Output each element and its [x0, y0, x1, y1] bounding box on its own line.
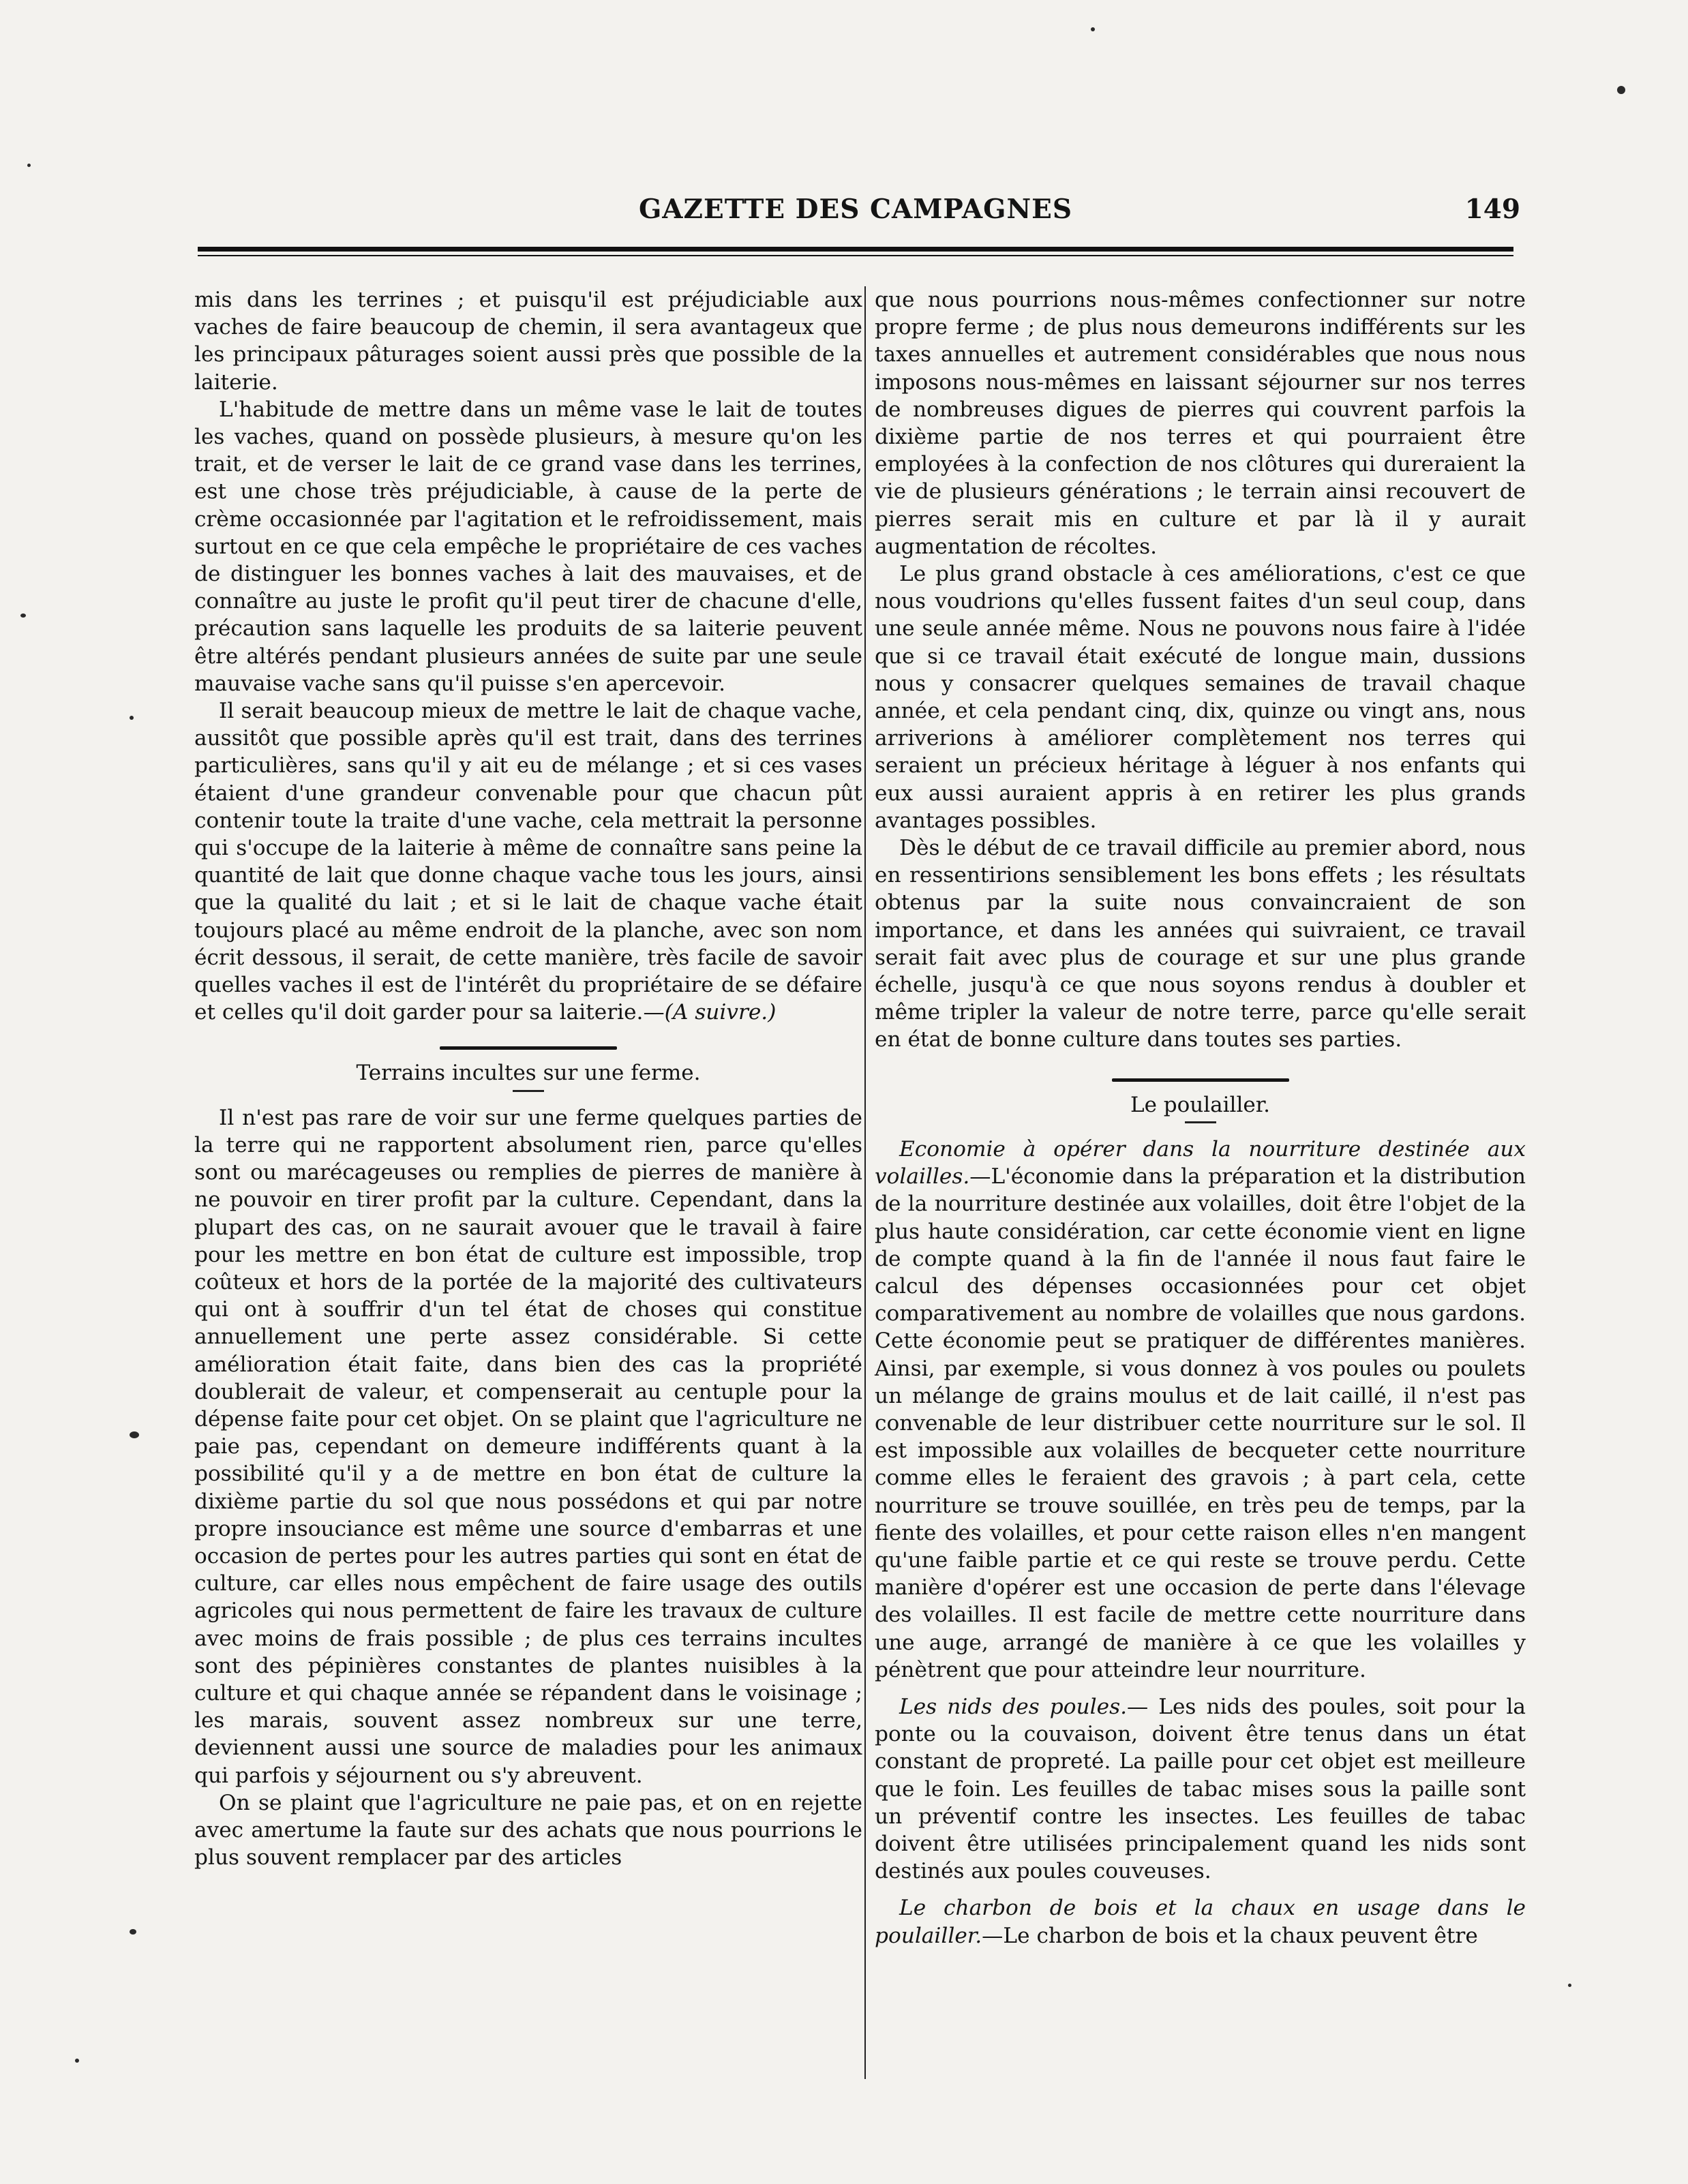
section-title: Le poulailler. — [1130, 1092, 1270, 1117]
right-column — [875, 286, 1526, 1950]
a-suivre: (A suivre.) — [664, 1000, 777, 1025]
paragraph-text: Il serait beaucoup mieux de mettre le lait de chaque vache, aussitôt que possible après qu'il est trait, dans des terrines particulières, sans qu'il y ait eu de mélange ; et si ces vases étaient d'une grandeur convenable pour que chacun pût contenir toute la traite d'une vache, cela mettrait la personne qui s'occupe de la laiterie à même de connaître sans peine la quantité de lait que donne chaque vache tous les jours, ainsi que la qualité du lait ; et si le lait de chaque vache était toujours placé au même endroit de la planche, avec son nom écrit dessous, il serait, de cette manière, très facile de savoir quelles vaches il est de l'intérêt du propriétaire de se défaire et celles qu'il doit garder pour sa laiterie.— — [194, 699, 862, 1025]
paragraph: Le plus grand obstacle à ces améliorations, c'est ce que nous voudrions qu'elles fussent faites d'un seul coup, dans une seule année même. Nous ne pouvons nous faire à l'idée que si ce travail était exécuté de longue main, dussions nous y consacrer quelques semaines de travail chaque année, et cela pendant cinq, dix, quinze ou vingt ans, nous arriverions à améliorer complètement nos terres qui seraient un précieux héritage à léguer à nos enfants qui eux aussi auraient appris à en retirer les plus grands avantages possibles. — [875, 562, 1526, 833]
subheading: Economie à opérer dans la nourriture destinée aux volailles. — [875, 1136, 1526, 1189]
paragraph: Dès le début de ce travail difficile au premier abord, nous en ressentirions sensiblement les bons effets ; les résultats obtenus par la suite nous convaincraient de son importance, et dans les années qui suivraient, ce travail serait fait avec plus de courage et sur une plus grande échelle, jusqu'à ce que nous soyons rendus à doubler et même tripler la valeur de notre terre, parce qu'elle serait en état de bonne culture dans toutes ses parties. — [875, 836, 1526, 1052]
paragraph — [875, 1693, 1526, 1885]
section-rule — [440, 1046, 617, 1050]
paragraph: On se plaint que l'agriculture ne paie pas, et on en rejette avec amertume la faute sur des achats que nous pourrions le plus souvent remplacer par des articles — [194, 1790, 862, 1870]
paragraph — [875, 1136, 1526, 1684]
scan-speckle — [130, 1431, 139, 1438]
scan-speckle — [130, 1929, 136, 1935]
left-column — [194, 286, 862, 1871]
scan-speckle — [75, 2059, 79, 2063]
paragraph: Il n'est pas rare de voir sur une ferme quelques parties de la terre qui ne rapportent absolument rien, parce qu'elles sont ou marécageuses ou remplies de pierres de manière à ne pouvoir en tirer profit par la culture. Cependant, dans la plupart des cas, on ne saurait avouer que le travail à faire pour les mettre en bon état de culture est impossible, trop coûteux et hors de la portée de la majorité des cultivateurs qui ont à souffrir d'un tel état de choses qui constitue annuellement une perte assez considérable. Si cette amélioration était faite, dans bien des cas la propriété doublerait de valeur, et compenserait au centuple pour la dépense faite pour cet objet. On se plaint que l'agriculture ne paie pas, cependant on demeure indifférents quant à la possibilité qu'il y a de mettre en bon état de culture la dixième partie du sol que nous possédons et qui par notre propre insouciance est même une source d'embarras et une occasion de pertes pour les autres parties qui sont en état de culture, car elles nous empêchent de faire usage des outils agricoles qui nous permettent de faire les travaux de culture avec moins de frais possible ; de plus ces terrains incultes sont des pépinières constantes de plantes nuisibles à la culture et qui chaque année se répandent dans le voisinage ; les marais, souvent assez nombreux sur une terre, deviennent aussi une source de maladies pour les animaux qui parfois y séjournent ou s'y abreuvent. — [194, 1105, 862, 1788]
column-divider — [864, 286, 866, 2079]
paragraph: mis dans les terrines ; et puisqu'il est préjudiciable aux vaches de faire beaucoup de chemin, il sera avantageux que les principaux pâturages soient aussi près que possible de la laiterie. — [194, 288, 862, 395]
scan-speckle — [27, 164, 31, 167]
header-rule — [198, 247, 1513, 252]
subheading: Le charbon de bois et la chaux en usage dans le poulailler. — [875, 1896, 1526, 1948]
title-dash — [1185, 1121, 1216, 1123]
scan-speckle — [1617, 86, 1625, 94]
title-dash — [513, 1090, 544, 1092]
paragraph — [875, 1894, 1526, 1949]
page-header — [191, 194, 1520, 234]
scan-speckle — [1568, 1984, 1571, 1987]
paragraph: L'habitude de mettre dans un même vase le lait de toutes les vaches, quand on possède plusieurs, à mesure qu'on les trait, et de verser le lait de ce grand vase dans les terrines, est une chose très préjudiciable, à cause de la perte de crème occasionnée par l'agitation et le refroidissement, mais surtout en ce que cela empêche le propriétaire de ces vaches de distinguer les bonnes vaches à lait des mauvaises, et de connaître au juste le profit qu'il peut tirer de chacune d'elle, précaution sans laquelle les produits de sa laiterie peuvent être altérés pendant plusieurs années de suite par une seule mauvaise vache sans qu'il puisse s'en apercevoir. — [194, 397, 862, 696]
paragraph — [194, 697, 862, 1026]
section-rule — [1112, 1078, 1289, 1082]
page-number: 149 — [1464, 194, 1520, 225]
scan-speckle — [130, 716, 134, 720]
paragraph-text: — Les nids des poules, soit pour la ponte ou la couvaison, doivent être tenus dans un état constant de propreté. La paille pour cet objet est meilleure que le foin. Les feuilles de tabac mises sous la paille sont un préventif contre les insectes. Les feuilles de tabac doivent être utilisées principalement quand les nids sont destinés aux poules couveuses. — [875, 1694, 1526, 1884]
paragraph-text: —L'économie dans la préparation et la distribution de la nourriture destinée aux volailles, doit être l'objet de la plus haute considération, car cette économie vient en ligne de compte quand à la fin de l'année il nous faut faire le calcul des dépenses occasionnées pour cet objet comparativement au nombre de volailles que nous gardons. Cette économie peut se pratiquer de différentes manières. Ainsi, par exemple, si vous donnez à vos poules ou poulets un mélange de grains moulus et de lait caillé, il n'est pas convenable de leur distribuer cette nourriture sur le sol. Il est impossible aux volailles de becqueter cette nourriture comme elles le feraient des gravois ; à part cela, cette nourriture se trouve souillée, en très peu de temps, par la fiente des volailles, et pour cette raison elles n'en mangent qu'une faible partie et ce qui reste se trouve perdu. Cette manière d'opérer est une occasion de perte dans l'élevage des volailles. Il est facile de mettre cette nourriture dans une auge, arrangé de manière à ce que les volailles y pénètrent que pour atteindre leur nourriture. — [875, 1164, 1526, 1682]
section-title: Terrains incultes sur une ferme. — [356, 1061, 701, 1086]
paragraph: que nous pourrions nous-mêmes confectionner sur notre propre ferme ; de plus nous demeurons indifférents sur les taxes annuelles et autrement considérables que nous nous imposons nous-mêmes en laissant séjourner sur nos terres de nombreuses digues de pierres qui couvrent parfois la dixième partie de nos terres et qui pourraient être employées à la confection de nos clôtures qui dureraient la vie de plusieurs générations ; le terrain ainsi recouvert de pierres serait mis en culture et par là il y aurait augmentation de récoltes. — [875, 288, 1526, 559]
running-title: GAZETTE DES CAMPAGNES — [638, 194, 1073, 225]
header-rule-thin — [198, 255, 1513, 256]
paragraph-text: —Le charbon de bois et la chaux peuvent être — [982, 1923, 1478, 1948]
scan-speckle — [1091, 27, 1095, 31]
scan-speckle — [20, 613, 26, 618]
subheading: Les nids des poules. — [899, 1694, 1127, 1719]
